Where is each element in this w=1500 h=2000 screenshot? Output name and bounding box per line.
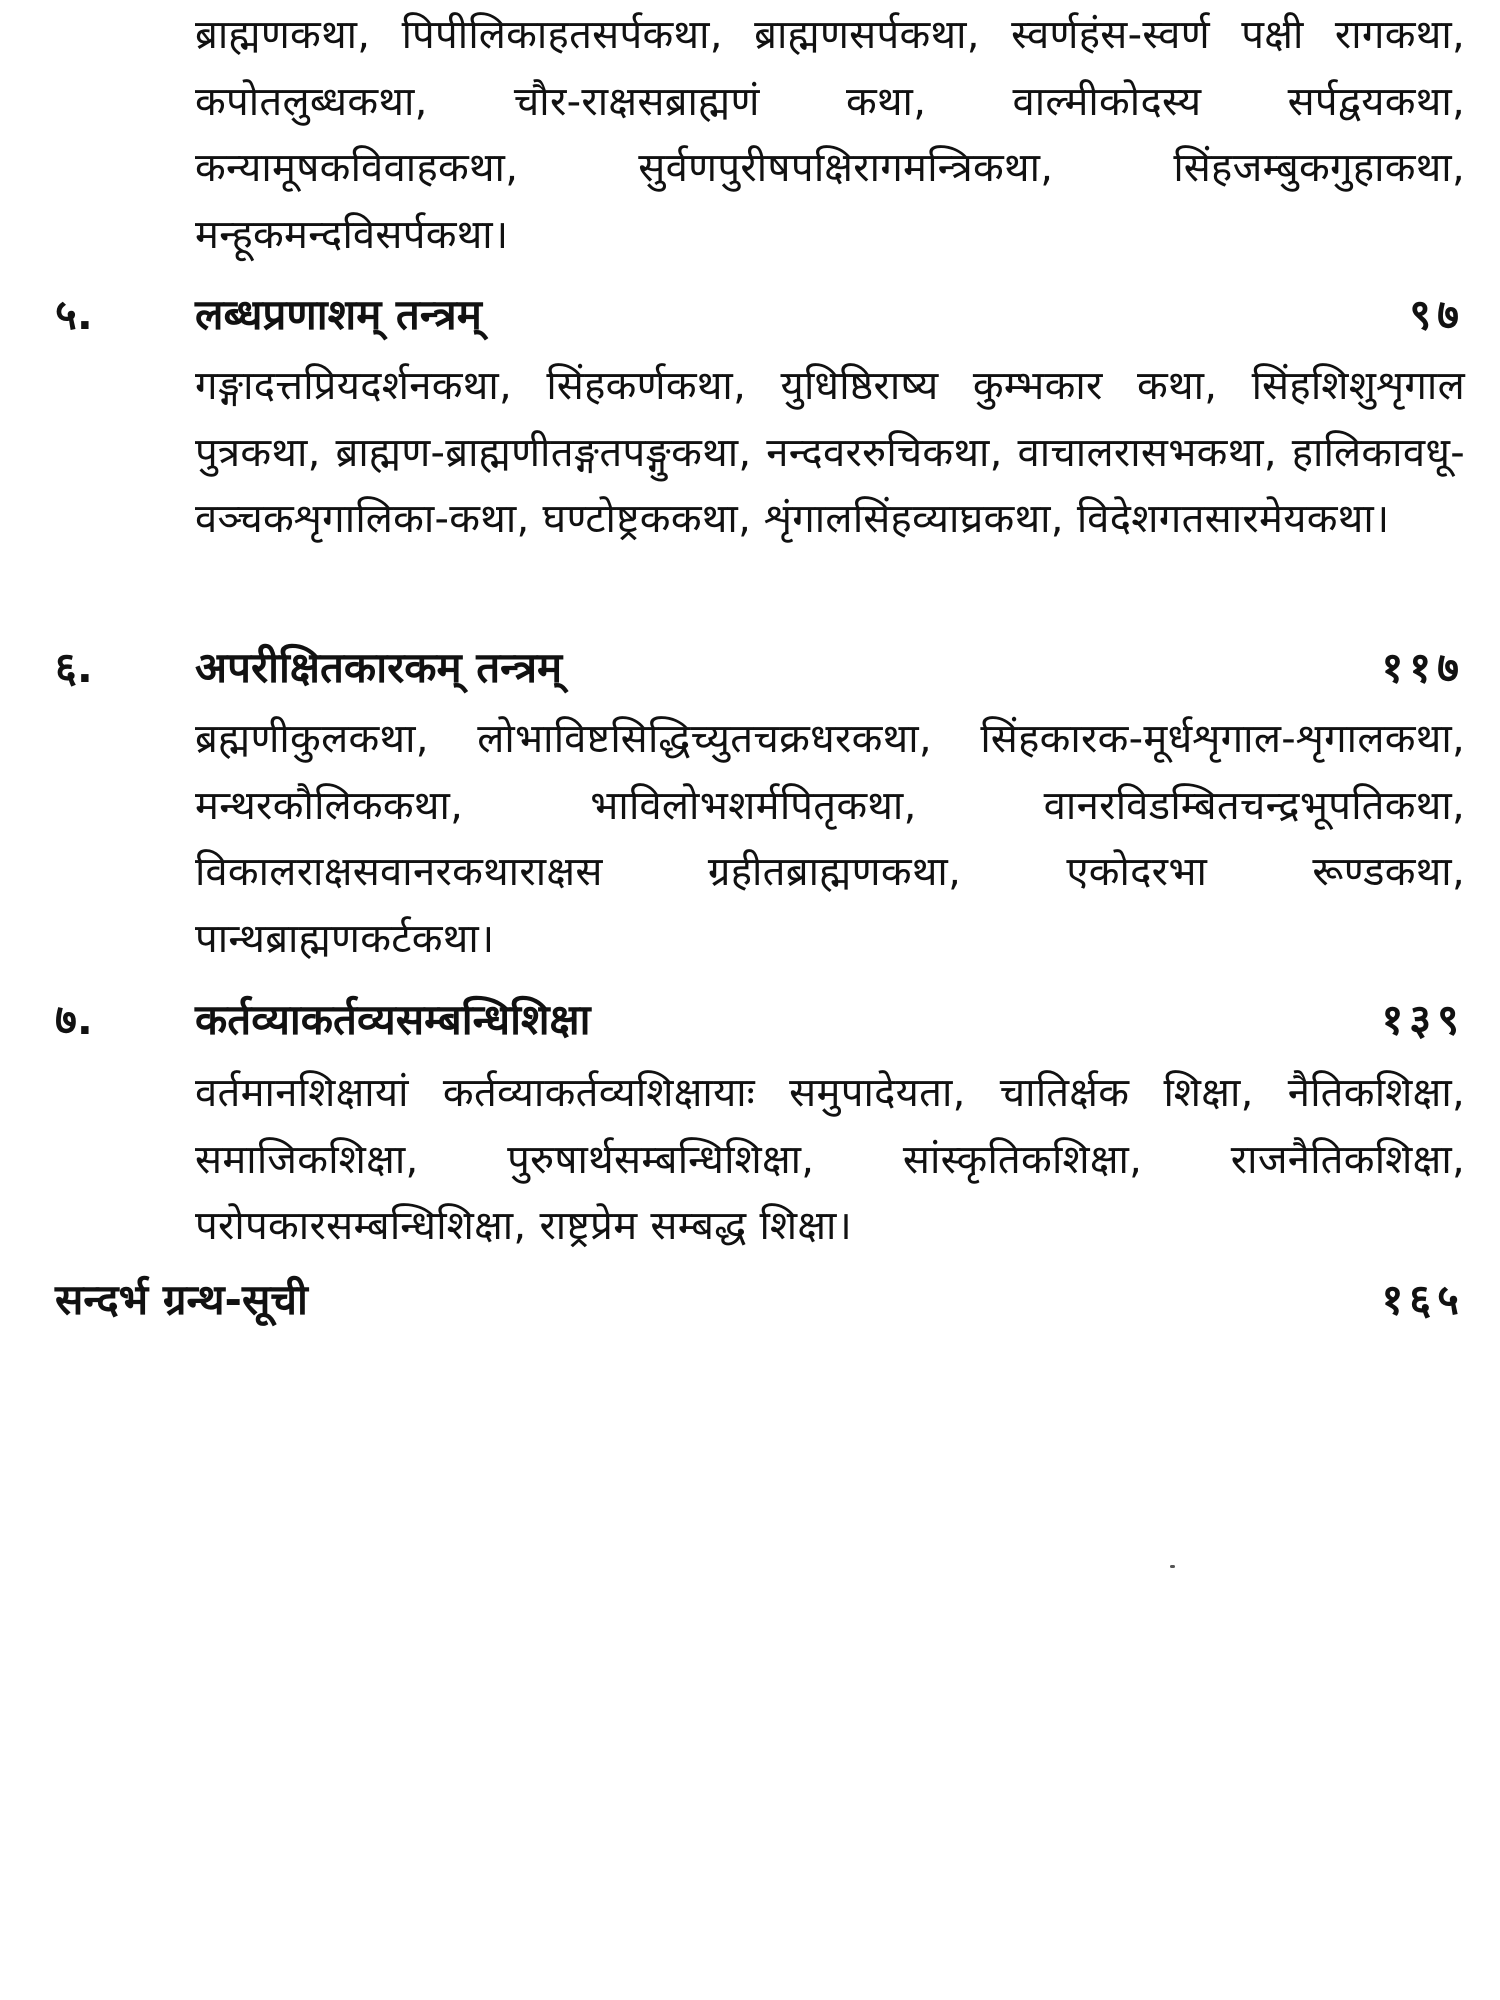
section-title: अपरीक्षितकारकम् तन्त्रम् <box>195 643 563 692</box>
section-number: ५. <box>55 290 93 339</box>
intro-paragraph: ब्राह्मणकथा, पिपीलिकाहतसर्पकथा, ब्राह्मणसर्पकथा, स्वर्णहंस-स्वर्ण पक्षी रागकथा, कपोतलुब्धकथा, चौर-राक्षसब्राह्मणं कथा, वाल्मीकोदस्य सर्पद्वयकथा, कन्यामूषकविवाहकथा, सुर्वणपुरीषपक्षिरागमन्त्रिकथा, सिंहजम्बुकगुहाकथा, मन्हूकमन्दविसर्पकथा। <box>195 12 1465 258</box>
section-5-text: गङ्गादत्तप्रियदर्शनकथा, सिंहकर्णकथा, युधिष्ठिराष्य कुम्भकार कथा, सिंहशिशुशृगाल पुत्रकथा, ब्राह्मण-ब्राह्मणीतङ्गतपङ्गुकथा, नन्दवररुचिकथा, वाचालरासभकथा, हालिकावधू-वञ्चकशृगालिका-कथा, घण्टोष्ट्रककथा, शृंगालसिंहव्याघ्रकथा, विदेशगतसारमेयकथा। <box>195 363 1465 542</box>
section-page-number: ११७ <box>1381 643 1465 692</box>
references-page-number: १६५ <box>1381 1275 1465 1324</box>
references-title: सन्दर्भ ग्रन्थ-सूची <box>55 1275 308 1324</box>
references-heading <box>55 1270 1465 1330</box>
section-title: लब्धप्रणाशम् तन्त्रम् <box>195 290 482 339</box>
section-number: ७. <box>55 995 93 1044</box>
section-heading-6 <box>55 638 1465 698</box>
section-title: कर्तव्याकर्तव्यसम्बन्धिशिक्षा <box>195 995 591 1044</box>
section-heading-5 <box>55 285 1465 345</box>
section-number: ६. <box>55 643 93 692</box>
section-heading-7 <box>55 990 1465 1050</box>
scan-speck <box>1170 1565 1175 1568</box>
section-page-number: १३९ <box>1381 995 1465 1044</box>
section-6-text: ब्रह्मणीकुलकथा, लोभाविष्टसिद्धिच्युतचक्रधरकथा, सिंहकारक-मूर्धशृगाल-शृगालकथा, मन्थरकौलिककथा, भाविलोभशर्मपितृकथा, वानरविडम्बितचन्द्रभूपतिकथा, विकालराक्षसवानरकथाराक्षस ग्रहीतब्राह्मणकथा, एकोदरभा रूण्डकथा, पान्थब्राह्मणकर्टकथा। <box>195 716 1465 962</box>
section-page-number: ९७ <box>1409 290 1465 339</box>
section-7-text: वर्तमानशिक्षायां कर्तव्याकर्तव्यशिक्षायाः समुपादेयता, चातिर्क्षक शिक्षा, नैतिकशिक्षा, समाजिकशिक्षा, पुरुषार्थसम्बन्धिशिक्षा, सांस्कृतिकशिक्षा, राजनैतिकशिक्षा, परोपकारसम्बन्धिशिक्षा, राष्ट्रप्रेम सम्बद्ध शिक्षा। <box>195 1070 1465 1249</box>
